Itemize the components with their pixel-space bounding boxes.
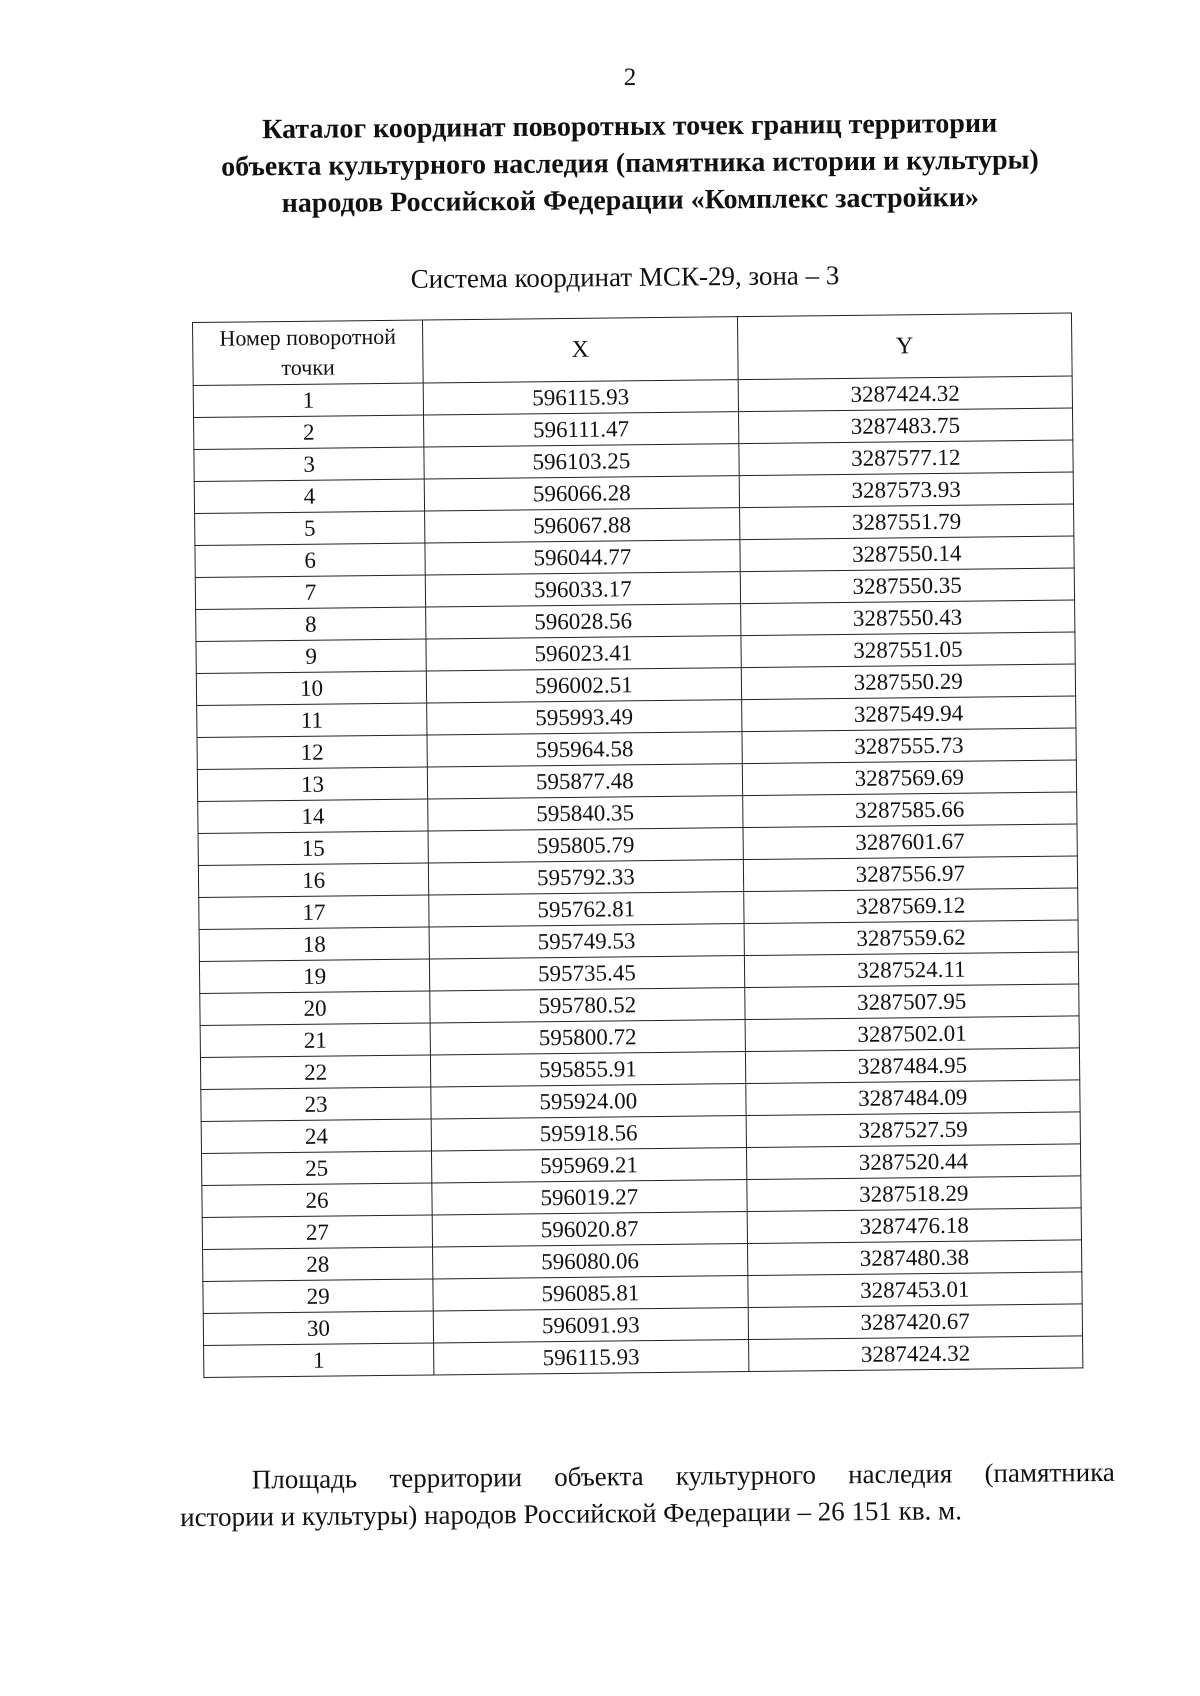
cell-point-number: 2 bbox=[194, 415, 424, 449]
cell-y: 3287524.11 bbox=[744, 952, 1079, 988]
cell-point-number: 10 bbox=[196, 671, 426, 705]
cell-y: 3287550.43 bbox=[740, 600, 1075, 636]
cell-point-number: 19 bbox=[199, 959, 429, 993]
cell-x: 596066.28 bbox=[424, 476, 739, 511]
cell-point-number: 24 bbox=[201, 1119, 431, 1153]
cell-point-number: 5 bbox=[195, 511, 425, 545]
cell-x: 596080.06 bbox=[433, 1244, 748, 1279]
cell-y: 3287585.66 bbox=[742, 792, 1077, 828]
document-title bbox=[180, 104, 1081, 223]
cell-point-number: 25 bbox=[201, 1151, 431, 1185]
cell-y: 3287577.12 bbox=[738, 440, 1073, 476]
cell-x: 595805.79 bbox=[428, 828, 743, 863]
cell-x: 596103.25 bbox=[424, 444, 739, 479]
cell-x: 596020.87 bbox=[432, 1212, 747, 1247]
cell-y: 3287424.32 bbox=[738, 376, 1073, 412]
cell-point-number: 14 bbox=[198, 799, 428, 833]
cell-point-number: 30 bbox=[203, 1311, 433, 1345]
cell-point-number: 7 bbox=[195, 575, 425, 609]
cell-point-number: 18 bbox=[199, 927, 429, 961]
coordinate-system-caption: Система координат МСК-29, зона – 3 bbox=[410, 260, 840, 294]
cell-point-number: 4 bbox=[194, 479, 424, 513]
cell-x: 595780.52 bbox=[430, 988, 745, 1023]
cell-point-number: 16 bbox=[198, 863, 428, 897]
cell-x: 596019.27 bbox=[432, 1180, 747, 1215]
cell-y: 3287551.79 bbox=[739, 504, 1074, 540]
cell-x: 595877.48 bbox=[427, 764, 742, 799]
cell-point-number: 22 bbox=[200, 1055, 430, 1089]
cell-point-number: 23 bbox=[201, 1087, 431, 1121]
cell-y: 3287550.14 bbox=[739, 536, 1074, 572]
cell-x: 596115.93 bbox=[434, 1340, 749, 1375]
cell-x: 596091.93 bbox=[433, 1308, 748, 1343]
cell-x: 595800.72 bbox=[430, 1020, 745, 1055]
cell-y: 3287420.67 bbox=[748, 1304, 1083, 1340]
cell-point-number: 1 bbox=[204, 1343, 434, 1377]
cell-x: 595735.45 bbox=[430, 956, 745, 991]
cell-y: 3287520.44 bbox=[746, 1144, 1081, 1180]
header-x: X bbox=[423, 317, 738, 383]
title-line-3: народов Российской Федерации «Комплекс застройки» bbox=[281, 181, 980, 220]
cell-x: 596033.17 bbox=[425, 572, 740, 607]
cell-y: 3287569.69 bbox=[742, 760, 1077, 796]
cell-point-number: 17 bbox=[199, 895, 429, 929]
cell-y: 3287601.67 bbox=[743, 824, 1078, 860]
cell-y: 3287507.95 bbox=[744, 984, 1079, 1020]
cell-point-number: 1 bbox=[193, 383, 423, 417]
header-y: Y bbox=[737, 313, 1072, 380]
cell-x: 596023.41 bbox=[426, 636, 741, 671]
cell-x: 595792.33 bbox=[429, 860, 744, 895]
cell-x: 596044.77 bbox=[425, 540, 740, 575]
cell-point-number: 26 bbox=[202, 1183, 432, 1217]
cell-point-number: 12 bbox=[197, 735, 427, 769]
cell-point-number: 29 bbox=[203, 1279, 433, 1313]
cell-x: 596115.93 bbox=[423, 380, 738, 415]
cell-y: 3287476.18 bbox=[747, 1208, 1082, 1244]
cell-y: 3287551.05 bbox=[741, 632, 1076, 668]
cell-point-number: 13 bbox=[197, 767, 427, 801]
cell-y: 3287480.38 bbox=[747, 1240, 1082, 1276]
cell-x: 595918.56 bbox=[431, 1116, 746, 1151]
cell-point-number: 3 bbox=[194, 447, 424, 481]
cell-y: 3287483.75 bbox=[738, 408, 1073, 444]
coordinate-table bbox=[192, 312, 1083, 1377]
cell-y: 3287555.73 bbox=[742, 728, 1077, 764]
cell-y: 3287502.01 bbox=[745, 1016, 1080, 1052]
table-header-row bbox=[193, 313, 1073, 386]
title-line-2: объекта культурного наследия (памятника истории и культуры) bbox=[221, 144, 1039, 183]
cell-y: 3287550.35 bbox=[740, 568, 1075, 604]
cell-x: 595924.00 bbox=[431, 1084, 746, 1119]
title-line-1: Каталог координат поворотных точек границ территории bbox=[261, 107, 998, 146]
area-statement bbox=[180, 1454, 1116, 1536]
area-statement-line-2: истории и культуры) народов Российской Федерации – 26 151 кв. м. bbox=[180, 1495, 963, 1533]
cell-y: 3287559.62 bbox=[744, 920, 1079, 956]
cell-point-number: 15 bbox=[198, 831, 428, 865]
cell-point-number: 28 bbox=[203, 1247, 433, 1281]
cell-x: 595969.21 bbox=[432, 1148, 747, 1183]
cell-point-number: 9 bbox=[196, 639, 426, 673]
coordinate-table-container bbox=[192, 312, 1083, 1377]
cell-point-number: 6 bbox=[195, 543, 425, 577]
area-statement-line-1: Площадь территории объекта культурного наследия (памятника bbox=[251, 1456, 1115, 1495]
header-point-number: Номер поворотной точки bbox=[193, 320, 424, 385]
cell-y: 3287424.32 bbox=[748, 1336, 1083, 1372]
cell-x: 596002.51 bbox=[426, 668, 741, 703]
cell-point-number: 11 bbox=[197, 703, 427, 737]
cell-x: 595749.53 bbox=[429, 924, 744, 959]
cell-x: 595993.49 bbox=[427, 700, 742, 735]
cell-x: 595840.35 bbox=[428, 796, 743, 831]
cell-y: 3287527.59 bbox=[746, 1112, 1081, 1148]
cell-x: 596028.56 bbox=[426, 604, 741, 639]
table-body bbox=[193, 376, 1083, 1377]
cell-y: 3287484.95 bbox=[745, 1048, 1080, 1084]
cell-y: 3287550.29 bbox=[741, 664, 1076, 700]
cell-y: 3287518.29 bbox=[746, 1176, 1081, 1212]
cell-x: 596111.47 bbox=[424, 412, 739, 447]
cell-point-number: 27 bbox=[202, 1215, 432, 1249]
cell-point-number: 20 bbox=[200, 991, 430, 1025]
cell-point-number: 8 bbox=[196, 607, 426, 641]
cell-y: 3287569.12 bbox=[743, 888, 1078, 924]
cell-x: 595964.58 bbox=[427, 732, 742, 767]
cell-y: 3287484.09 bbox=[745, 1080, 1080, 1116]
cell-x: 596085.81 bbox=[433, 1276, 748, 1311]
cell-y: 3287453.01 bbox=[747, 1272, 1082, 1308]
cell-x: 595855.91 bbox=[431, 1052, 746, 1087]
cell-x: 595762.81 bbox=[429, 892, 744, 927]
cell-point-number: 21 bbox=[200, 1023, 430, 1057]
cell-y: 3287573.93 bbox=[739, 472, 1074, 508]
cell-y: 3287549.94 bbox=[741, 696, 1076, 732]
cell-x: 596067.88 bbox=[425, 508, 740, 543]
page-number: 2 bbox=[623, 64, 637, 91]
cell-y: 3287556.97 bbox=[743, 856, 1078, 892]
